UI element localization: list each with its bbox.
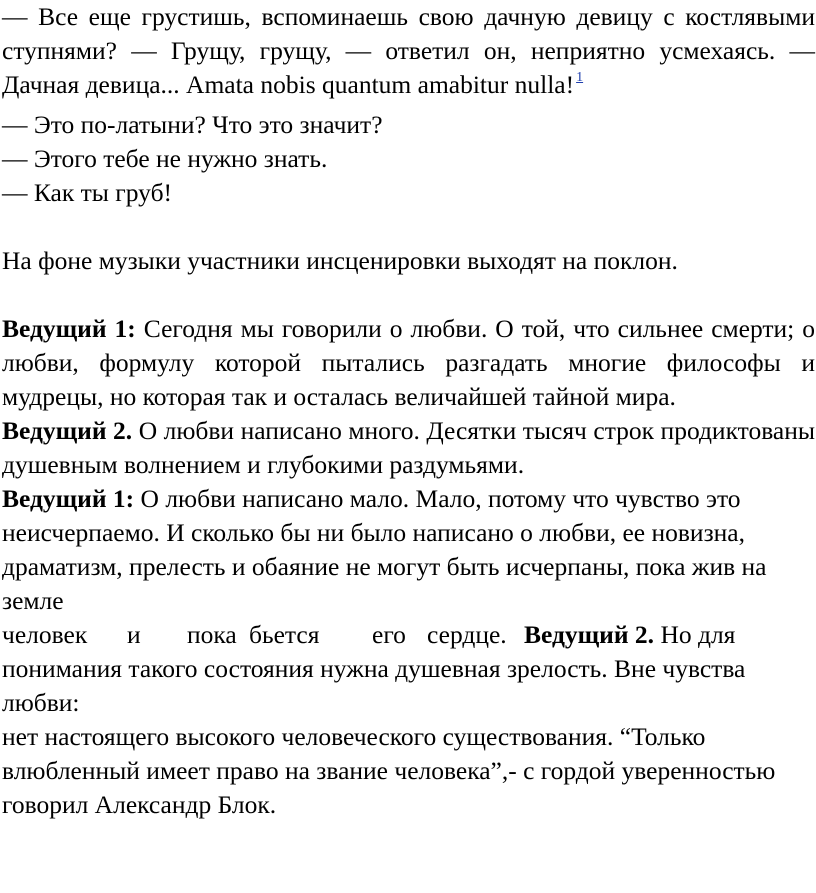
speech-line	[2, 482, 815, 516]
dialogue-text: — Все еще грустишь, вспоминаешь свою дачную девицу с костлявыми ступнями? — Грущу, грущу, — ответил он, неприятно усмехаясь. — Дачная девица...	[2, 2, 815, 99]
speech-line: нет настоящего высокого человеческого существования. “Только	[2, 722, 706, 751]
speech-line: говорил Александр Блок.	[2, 790, 277, 819]
dialogue-line: — Этого тебе не нужно знать.	[2, 144, 328, 173]
speaker-label: Ведущий 1:	[2, 484, 135, 513]
dialogue-paragraph	[2, 0, 815, 102]
dialogue-line: — Это по-латыни? Что это значит?	[2, 110, 383, 139]
spread-word: сердце.	[427, 620, 507, 649]
speech-paragraph	[2, 482, 815, 822]
speech-line: неисчерпаемо. И сколько бы ни было написано о любви, ее новизна,	[2, 518, 745, 547]
spread-word: его	[372, 620, 406, 649]
speech-text: Но для	[660, 620, 736, 649]
footnote-link[interactable]: 1	[576, 70, 584, 85]
latin-phrase: Amata nobis quantum amabitur nulla!	[186, 70, 575, 99]
spread-word: бьется	[249, 620, 320, 649]
speech-paragraph	[2, 312, 815, 414]
spread-word: человек	[2, 620, 88, 649]
spacer	[2, 278, 815, 312]
speech-text: О любви написано мало. Мало, потому что чувство это	[140, 484, 741, 513]
speaker-label: Ведущий 2.	[2, 416, 133, 445]
dialogue-line: — Как ты груб!	[2, 178, 173, 207]
speech-paragraph	[2, 414, 815, 482]
speech-line: понимания такого состояния нужна душевная зрелость. Вне чувства любви:	[2, 654, 746, 717]
speaker-label: Ведущий 2.	[524, 620, 655, 649]
spacer	[2, 210, 815, 244]
speech-line: влюбленный имеет право на звание человека”,- с гордой уверенностью	[2, 756, 776, 785]
speech-text: О любви написано много. Десятки тысяч строк продиктованы душевным волнением и глубокими раздумьями.	[2, 416, 815, 479]
speech-text: Сегодня мы говорили о любви. О той, что сильнее смерти; о любви, формулу которой пытались разгадать многие философы и мудрецы, но которая так и осталась величайшей тайной мира.	[2, 314, 816, 411]
speaker-label: Ведущий 1:	[2, 314, 136, 343]
stage-direction: На фоне музыки участники инсценировки выходят на поклон.	[2, 246, 678, 275]
speech-line	[2, 618, 815, 652]
spread-word: и	[127, 620, 141, 649]
spread-word: пока	[187, 620, 237, 649]
speech-line: драматизм, прелесть и обаяние не могут быть исчерпаны, пока жив на земле	[2, 552, 767, 615]
